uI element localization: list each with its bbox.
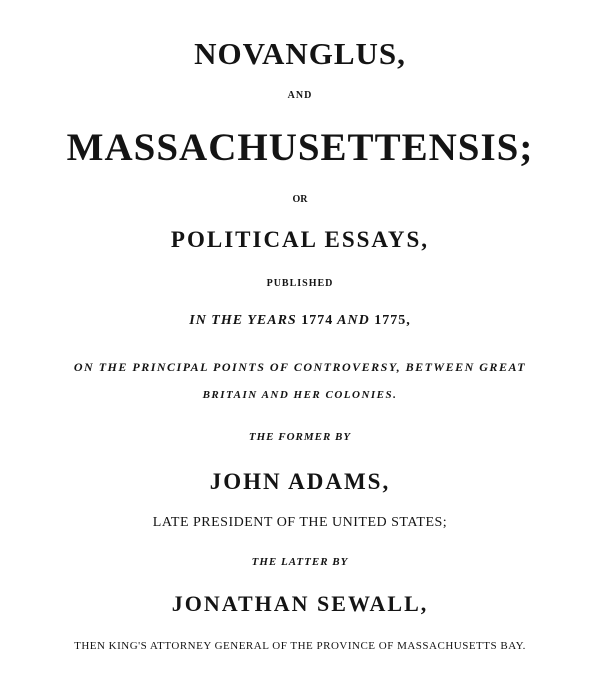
years-and: AND [337,313,370,328]
year-1774: 1774 [301,313,334,328]
author-2-description: THEN KING'S ATTORNEY GENERAL OF THE PROVINCE OF MASSACHUSETTS BAY. [74,640,526,652]
subject-line-1: ON THE PRINCIPAL POINTS OF CONTROVERSY, BETWEEN GREAT [73,360,527,374]
main-title-novanglus: NOVANGLUS, [194,36,406,71]
published-label: PUBLISHED [266,278,334,289]
main-title-massachusettensis: MASSACHUSETTENSIS; [66,126,534,169]
subject-line-2: BRITAIN AND HER COLONIES. [202,389,398,401]
publication-years [0,314,600,328]
author-jonathan-sewall: JONATHAN SEWALL, [171,591,429,616]
author-john-adams: JOHN ADAMS, [209,469,391,494]
subtitle-political-essays: POLITICAL ESSAYS, [170,227,430,252]
year-1775: 1775, [374,313,411,328]
conjunction-and: AND [287,90,313,101]
latter-by-label: THE LATTER BY [251,556,349,568]
former-by-label: THE FORMER BY [248,431,352,443]
years-prefix: IN THE YEARS [189,313,297,328]
conjunction-or: OR [292,194,308,205]
author-1-description: LATE PRESIDENT OF THE UNITED STATES; [152,515,448,530]
